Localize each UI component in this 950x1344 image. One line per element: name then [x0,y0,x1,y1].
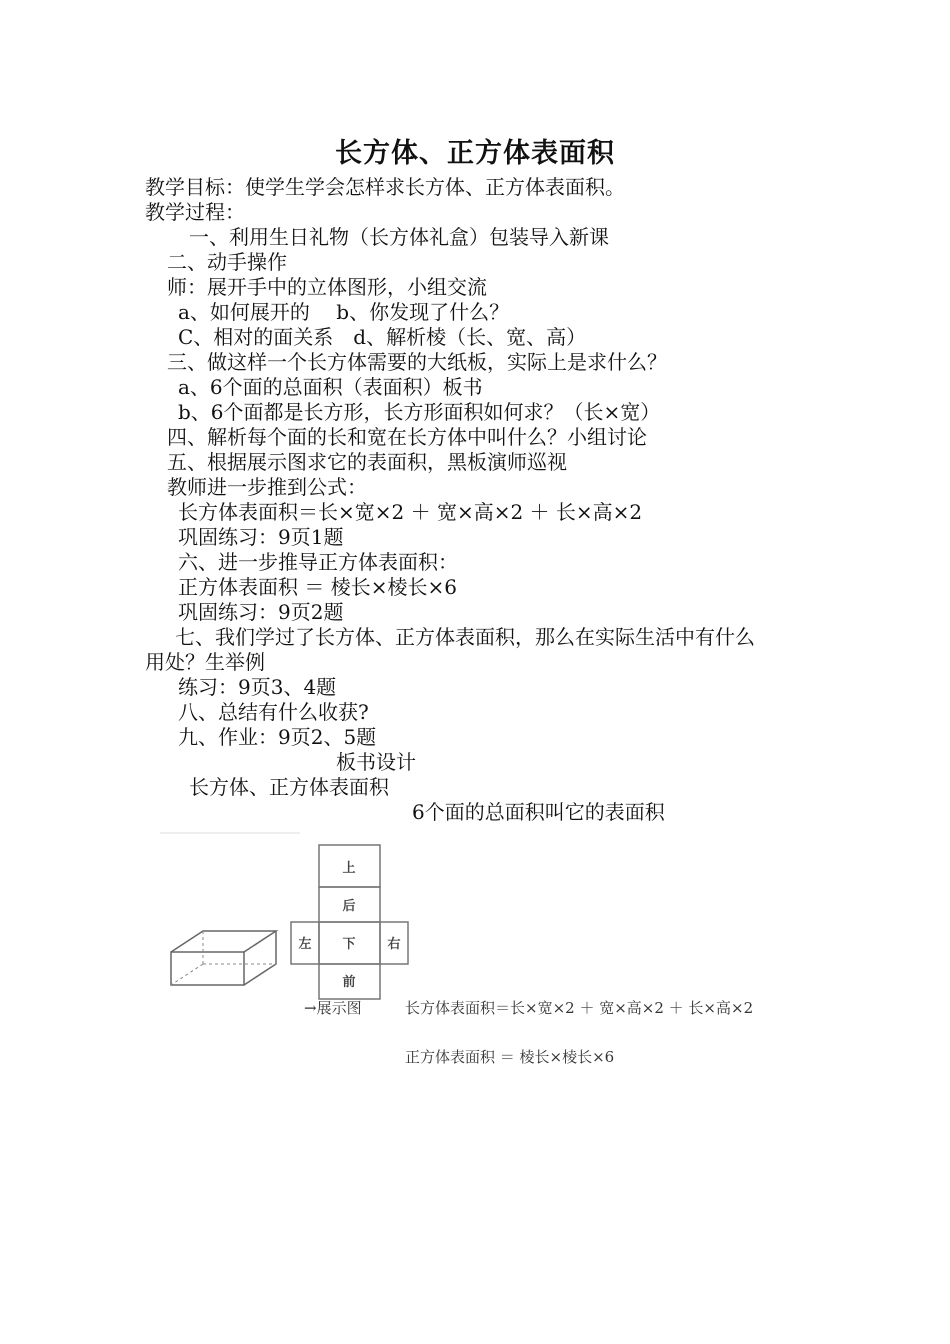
document-title: 长方体、正方体表面积 [335,138,615,169]
text-line: 一、利用生日礼物（长方体礼盒）包装导入新课 [189,225,609,249]
text-line: 巩固练习：9页1题 [178,525,344,549]
text-line: 师：展开手中的立体图形，小组交流 [167,275,487,299]
text-line: 八、总结有什么收获? [178,700,369,724]
net-label-bottom: 下 [342,937,356,952]
net-label-left: 左 [298,937,312,952]
cube-formula: 正方体表面积 ＝ 棱长×棱长×6 [405,1048,615,1066]
text-line: b、6个面都是长方形，长方形面积如何求？（长×宽） [178,400,661,424]
net-label-right: 右 [387,937,401,952]
net-label-front: 前 [342,975,356,990]
text-line: a、6个面的总面积（表面积）板书 [178,375,483,399]
text-line: 用处？生举例 [145,650,265,674]
text-line: 五、根据展示图求它的表面积，黑板演师巡视 [167,450,567,474]
net-label-top: 上 [342,861,356,876]
formula-line: 正方体表面积 ＝ 棱长×棱长×6 [178,575,457,599]
board-title: 长方体、正方体表面积 [189,775,389,799]
text-line: 四、解析每个面的长和宽在长方体中叫什么？小组讨论 [167,425,647,449]
cuboid-figure [160,830,300,990]
text-line: a、如何展开的 b、你发现了什么？ [178,300,510,324]
text-line: 练习：9页3、4题 [178,675,337,699]
board-definition: 6个面的总面积叫它的表面积 [412,800,665,824]
board-design-heading: 板书设计 [336,750,416,774]
text-line: 教学过程： [145,200,245,224]
text-line: C、相对的面关系 d、解析棱（长、宽、高） [178,325,587,349]
text-line: 九、作业：9页2、5题 [178,725,377,749]
text-line: 七、我们学过了长方体、正方体表面积，那么在实际生活中有什么 [175,625,755,649]
text-line: 教学目标：使学生学会怎样求长方体、正方体表面积。 [145,175,625,199]
text-line: 三、做这样一个长方体需要的大纸板，实际上是求什么？ [167,350,667,374]
formula-line: 长方体表面积＝长×宽×2 ＋ 宽×高×2 ＋ 长×高×2 [178,500,643,524]
text-line: 教师进一步推到公式： [167,475,367,499]
figure-caption: →展示图 [304,999,362,1017]
text-line: 六、进一步推导正方体表面积： [178,550,458,574]
text-line: 二、动手操作 [167,250,287,274]
text-line: 巩固练习：9页2题 [178,600,344,624]
cuboid-formula: 长方体表面积＝长×宽×2 ＋ 宽×高×2 ＋ 长×高×2 [405,999,754,1017]
net-label-back: 后 [342,899,356,914]
cuboid-net-figure [288,843,412,1003]
